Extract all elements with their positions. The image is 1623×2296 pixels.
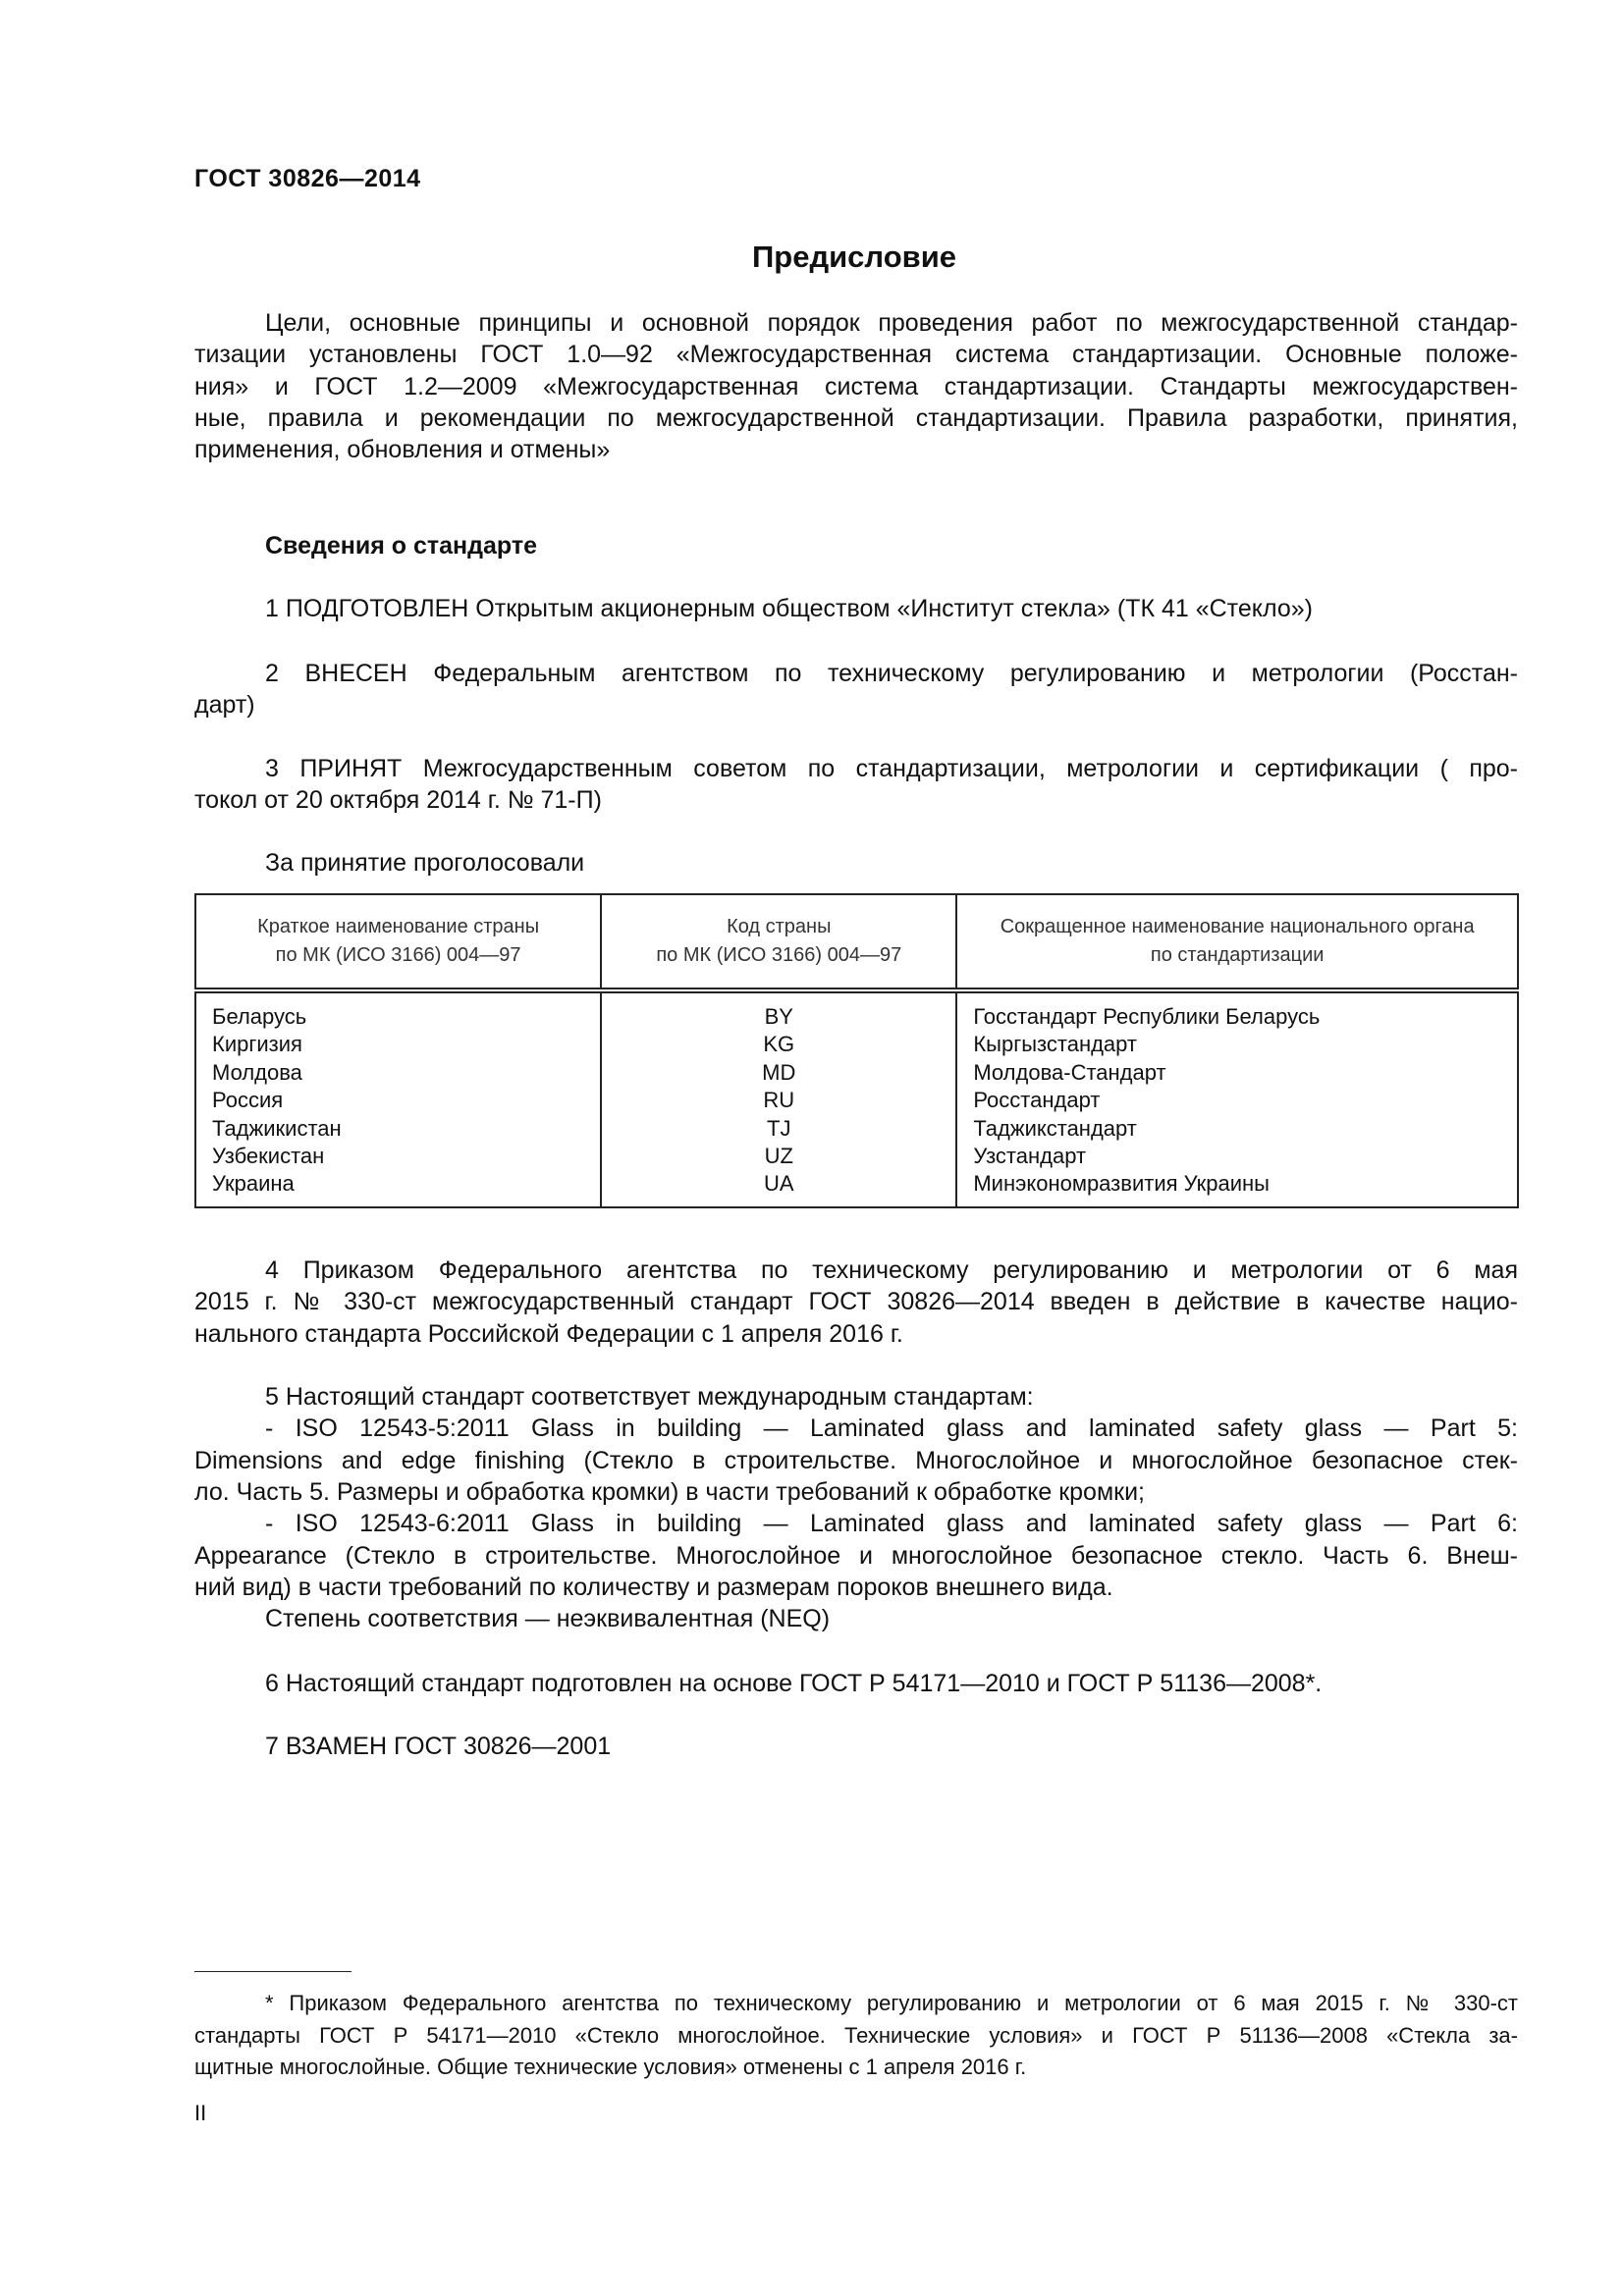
country-code-cell: KG xyxy=(601,1031,956,1058)
country-code-cell: UZ xyxy=(601,1143,956,1170)
standards-body-cell: Таджикстандарт xyxy=(956,1115,1518,1143)
country-name-cell: Киргизия xyxy=(195,1031,601,1058)
item-4-line: 4 Приказом Федерального агентства по техническому регулированию и метрологии от 6 мая xyxy=(265,1256,1518,1284)
item-4-line: нального стандарта Российской Федерации с 1 апреля 2016 г. xyxy=(194,1319,903,1348)
table-row xyxy=(195,1059,1518,1087)
preface-line: тизации установлены ГОСТ 1.0—92 «Межгосударственная система стандартизации. Основные положе- xyxy=(194,341,1518,369)
item-5-line: Appearance (Стекло в строительстве. Многослойное и многослойное безопасное стекло. Часть 6. Внеш- xyxy=(194,1541,1518,1570)
item-5-line: ний вид) в части требований по количеству и размерам пороков внешнего вида. xyxy=(194,1573,1113,1601)
footnote-line: щитные многослойные. Общие технические условия» отменены с 1 апреля 2016 г. xyxy=(194,2055,1027,2079)
item-5-line: Dimensions and edge finishing (Стекло в строительстве. Многослойное и многослойное безопасное стек- xyxy=(194,1446,1518,1474)
item-5-line: Степень соответствия — неэквивалентная (NEQ) xyxy=(265,1605,831,1633)
preface-line: ния» и ГОСТ 1.2—2009 «Межгосударственная система стандартизации. Стандарты межгосударствен- xyxy=(194,372,1518,400)
standards-body-cell: Минэкономразвития Украины xyxy=(956,1170,1518,1206)
column-header-line: Краткое наименование страны xyxy=(257,916,540,937)
footnote-line: стандарты ГОСТ Р 54171—2010 «Стекло многослойное. Технические условия» и ГОСТ Р 51136—2008 «Стекла за- xyxy=(194,2022,1518,2048)
country-code-cell: BY xyxy=(601,990,956,1031)
page-number: II xyxy=(194,2101,207,2125)
item-3-line: токол от 20 октября 2014 г. № 71-П) xyxy=(194,786,602,815)
item-3-line: 3 ПРИНЯТ Межгосударственным советом по стандартизации, метрологии и сертификации ( про- xyxy=(265,755,1518,782)
country-name-cell: Россия xyxy=(195,1087,601,1114)
item-5-line: 5 Настоящий стандарт соответствует международным стандартам: xyxy=(265,1383,1034,1411)
section-heading: Сведения о стандарте xyxy=(265,532,538,560)
table-row xyxy=(195,1143,1518,1170)
country-code-cell: UA xyxy=(601,1170,956,1206)
table-row xyxy=(195,1031,1518,1058)
country-name-cell: Беларусь xyxy=(195,990,601,1031)
preface-line: Цели, основные принципы и основной порядок проведения работ по межгосударственной стандар- xyxy=(265,309,1518,337)
table-header-row xyxy=(195,894,1518,990)
item-5-line: - ISO 12543-6:2011 Glass in building — Laminated glass and laminated safety glass — Part 6: xyxy=(265,1510,1518,1538)
footnote-divider xyxy=(194,1971,352,1972)
country-name-cell: Молдова xyxy=(195,1059,601,1087)
country-code-cell: MD xyxy=(601,1059,956,1087)
item-2-line: 2 ВНЕСЕН Федеральным агентством по техническому регулированию и метрологии (Росстан- xyxy=(265,660,1518,687)
country-name-cell: Узбекистан xyxy=(195,1143,601,1170)
column-header xyxy=(956,894,1518,990)
standards-body-cell: Госстандарт Республики Беларусь xyxy=(956,990,1518,1031)
item-5-line: ло. Часть 5. Размеры и обработка кромки) в части требований к обработке кромки; xyxy=(194,1477,1145,1506)
country-code-cell: TJ xyxy=(601,1115,956,1143)
column-header-line: по стандартизации xyxy=(1150,944,1325,966)
voting-countries-table xyxy=(194,893,1519,1208)
footnote-line: * Приказом Федерального агентства по техническому регулированию и метрологии от 6 мая 2015 г. № 330-ст xyxy=(265,1991,1518,2015)
preface-line: ные, правила и рекомендации по межгосударственной стандартизации. Правила разработки, принятия, xyxy=(194,403,1518,432)
document-code: ГОСТ 30826—2014 xyxy=(194,165,421,192)
country-name-cell: Таджикистан xyxy=(195,1115,601,1143)
column-header xyxy=(195,894,601,990)
standards-body-cell: Кыргызстандарт xyxy=(956,1031,1518,1058)
item-1-line: 1 ПОДГОТОВЛЕН Открытым акционерным обществом «Институт стекла» (ТК 41 «Стекло») xyxy=(265,595,1313,622)
column-header-line: Код страны xyxy=(727,916,832,937)
standards-body-cell: Узстандарт xyxy=(956,1143,1518,1170)
column-header-line: Сокращенное наименование национального органа xyxy=(1000,916,1475,937)
table-body xyxy=(195,990,1518,1207)
page-title: Предисловие xyxy=(751,240,956,274)
column-header-line: по МК (ИСО 3166) 004—97 xyxy=(656,944,902,966)
table-row xyxy=(195,1115,1518,1143)
table-row xyxy=(195,1087,1518,1114)
preface-line: применения, обновления и отмены» xyxy=(194,436,611,464)
column-header-line: по МК (ИСО 3166) 004—97 xyxy=(275,944,521,966)
item-5-line: - ISO 12543-5:2011 Glass in building — Laminated glass and laminated safety glass — Part 5: xyxy=(265,1415,1518,1443)
country-name-cell: Украина xyxy=(195,1170,601,1206)
table-caption: За принятие проголосовали xyxy=(265,849,585,877)
item-4-line: 2015 г. № 330-ст межгосударственный стандарт ГОСТ 30826—2014 введен в действие в качестве нацио- xyxy=(194,1288,1518,1316)
country-code-cell: RU xyxy=(601,1087,956,1114)
table-row xyxy=(195,990,1518,1031)
item-6-line: 6 Настоящий стандарт подготовлен на основе ГОСТ Р 54171—2010 и ГОСТ Р 51136—2008*. xyxy=(265,1670,1323,1697)
table-row xyxy=(195,1170,1518,1206)
item-2-line: дарт) xyxy=(194,691,255,720)
standards-body-cell: Молдова-Стандарт xyxy=(956,1059,1518,1087)
standards-body-cell: Росстандарт xyxy=(956,1087,1518,1114)
item-7-line: 7 ВЗАМЕН ГОСТ 30826—2001 xyxy=(265,1733,612,1760)
column-header xyxy=(601,894,956,990)
